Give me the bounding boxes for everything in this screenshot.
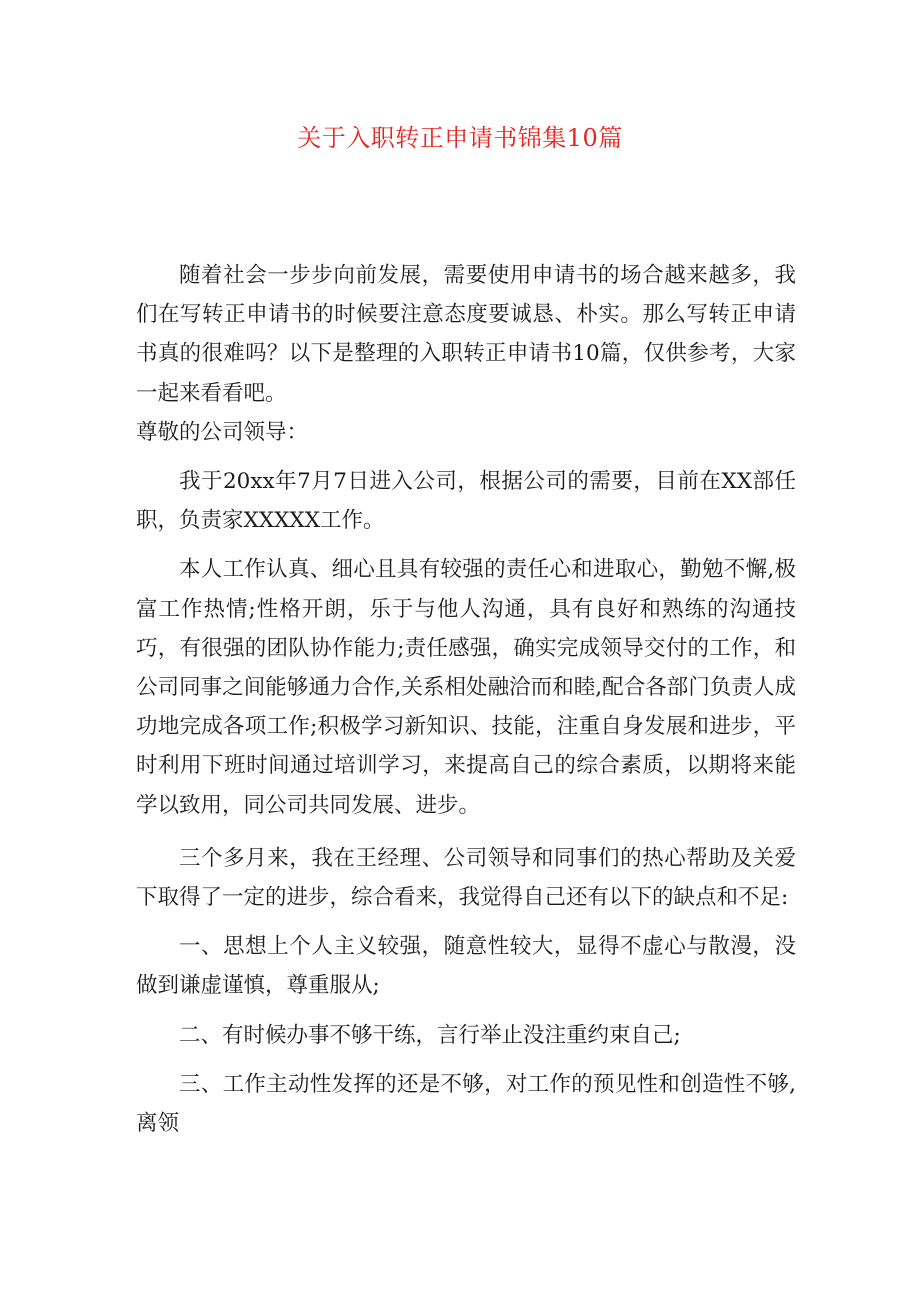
body-paragraph: 我于20xx年7月7日进入公司，根据公司的需要，目前在XX部任职，负责家XXXXX工作。 — [136, 469, 796, 534]
salutation: 尊敬的公司领导： — [136, 419, 309, 445]
list-item: 三、工作主动性发挥的还是不够，对工作的预见性和创造性不够,离领 — [136, 1071, 796, 1137]
list-item: 一、思想上个人主义较强，随意性较大，显得不虚心与散漫，没做到谦虚谨慎，尊重服从; — [136, 934, 796, 999]
intro-paragraph: 随着社会一步步向前发展，需要使用申请书的场合越来越多，我们在写转正申请书的时候要注意态度要诚恳、朴实。那么写转正申请书真的很难吗？以下是整理的入职转正申请书10篇，仅供参考，大家一起来看看吧。 — [136, 263, 796, 406]
list-item: 二、有时候办事不够干练，言行举止没注重约束自己; — [179, 1022, 681, 1048]
body-paragraph: 本人工作认真、细心且具有较强的责任心和进取心，勤勉不懈,极富工作热情;性格开朗，乐于与他人沟通，具有良好和熟练的沟通技巧，有很强的团队协作能力;责任感强，确实完成领导交付的工作，和公司同事之间能够通力合作,关系相处融洽而和睦,配合各部门负责人成功地完成各项工作;积极学习新知识、技能，注重自身发展和进步，平时利用下班时间通过培训学习，来提高自己的综合素质，以期将来能学以致用，同公司共同发展、进步。 — [136, 557, 796, 818]
document-title: 关于入职转正申请书锦集10篇 — [297, 124, 623, 152]
document-body — [136, 256, 796, 1143]
body-paragraph: 三个多月来，我在王经理、公司领导和同事们的热心帮助及关爱下取得了一定的进步，综合看来，我觉得自己还有以下的缺点和不足: — [136, 845, 796, 911]
